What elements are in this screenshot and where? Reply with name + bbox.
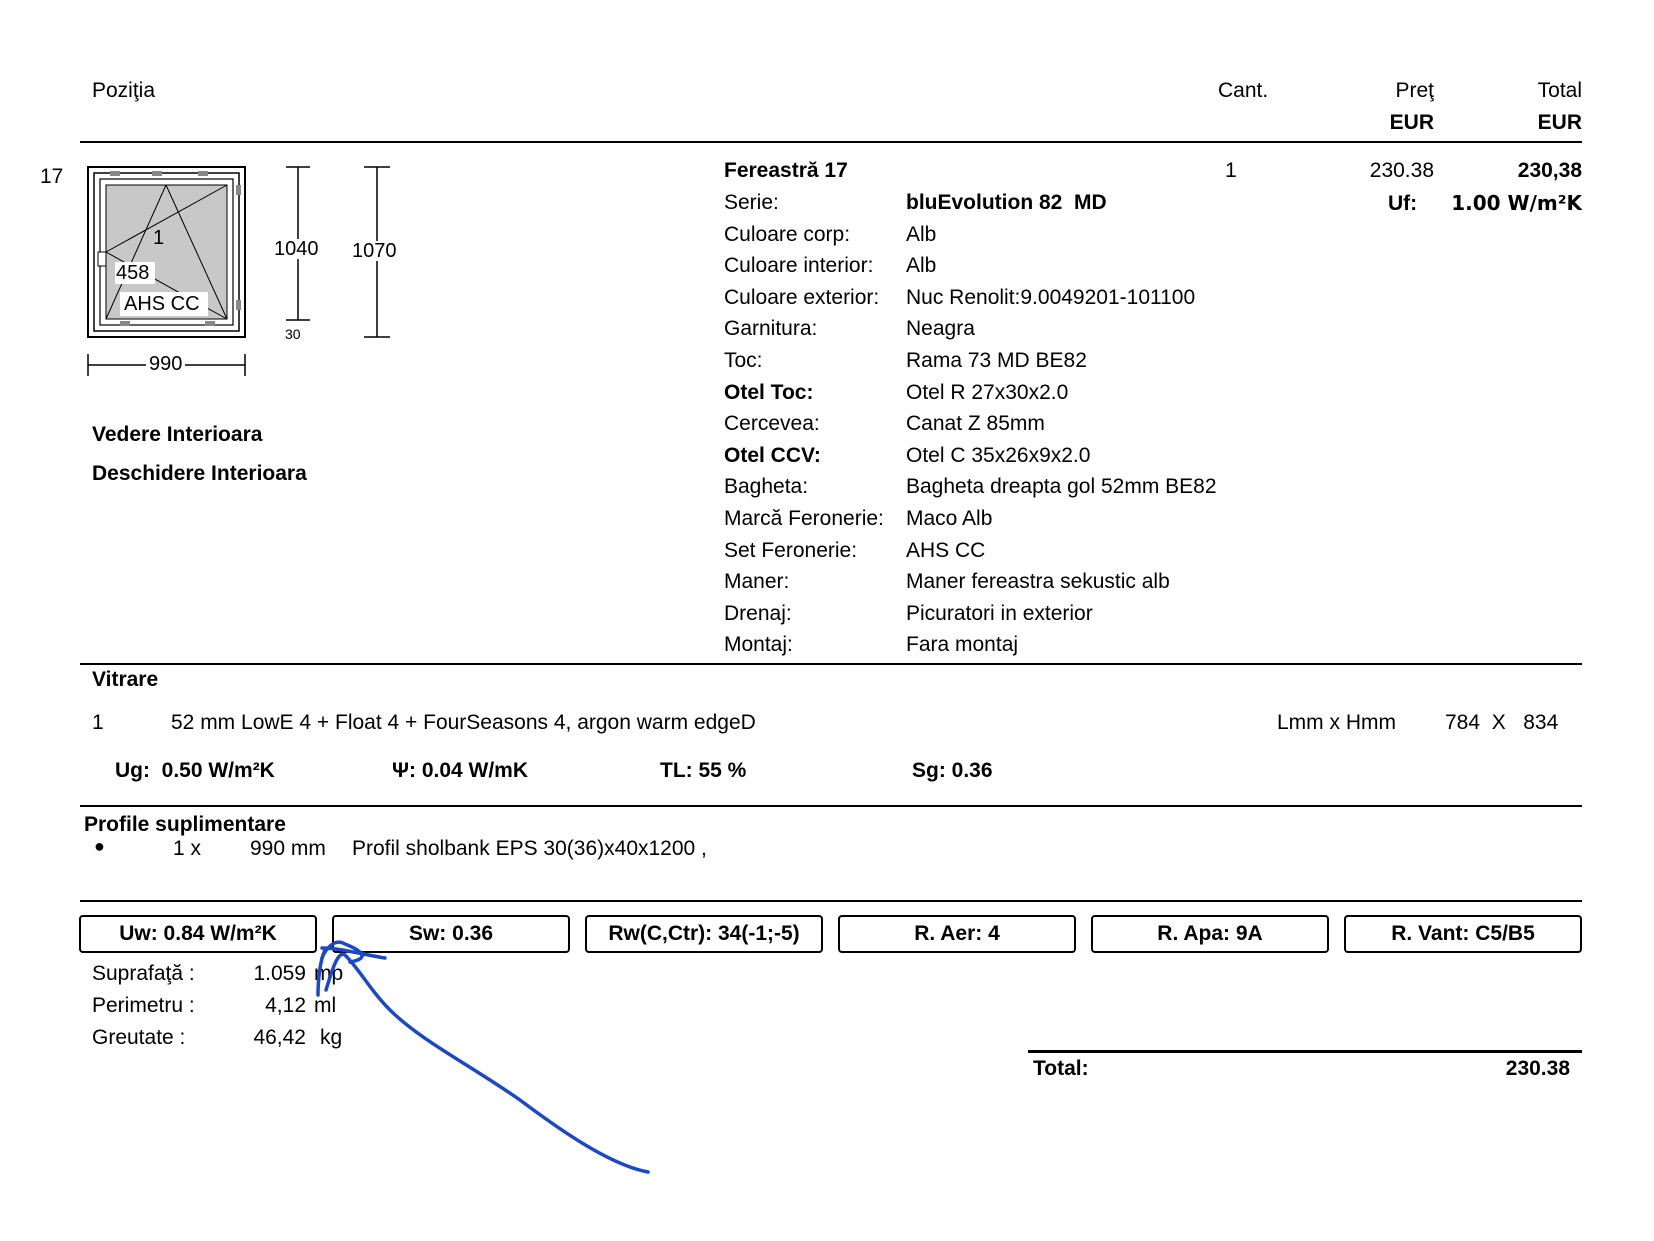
summary-perimeter-value: 4,12 [265, 994, 306, 1017]
vitrare-ug: Ug: 0.50 W/m²K [115, 759, 275, 782]
spec-label: Maner: [724, 570, 790, 594]
spec-label: Drenaj: [724, 601, 792, 625]
spec-label: Culoare corp: [724, 222, 851, 246]
dim-sill: 30 [285, 326, 301, 342]
hardware-label: AHS CC [124, 293, 200, 315]
header-total: Total [1537, 79, 1582, 102]
spec-label: Montaj: [724, 633, 793, 657]
spec-value: Bagheta dreapta gol 52mm BE82 [906, 475, 1217, 499]
spec-label: Culoare interior: [724, 254, 874, 278]
summary-perimeter-unit: ml [314, 994, 337, 1017]
item-total: 230,38 [1517, 159, 1582, 182]
spec-label: Culoare exterior: [724, 285, 880, 309]
profile-length: 990 mm [250, 837, 326, 860]
spec-label: Otel Toc: [724, 380, 814, 404]
handle-height-label: 458 [116, 262, 150, 284]
spec-label: Bagheta: [724, 475, 809, 499]
profile-bullet: ● [94, 836, 105, 856]
spec-value: Otel R 27x30x2.0 [906, 380, 1069, 404]
item-price: 230.38 [1369, 159, 1434, 182]
summary-weight-value: 46,42 [253, 1026, 306, 1049]
item-number: 17 [40, 165, 64, 188]
rating-apa-box: R. Apa: 9A [1091, 915, 1329, 953]
opening-label: Deschidere Interioara [92, 462, 307, 485]
spec-value: Alb [906, 254, 937, 278]
vitrare-tl: TL: 55 % [660, 759, 747, 782]
spec-value: Picuratori in exterior [906, 601, 1093, 625]
vitrare-title: Vitrare [92, 668, 159, 691]
uf-value: 1.00 W/m²K [1451, 191, 1582, 215]
summary-area-label: Suprafaţă : [92, 962, 195, 985]
spec-label: Marcă Feronerie: [724, 507, 884, 530]
vitrare-dim-label: Lmm x Hmm [1277, 711, 1396, 734]
item-title: Fereastră 17 [724, 159, 848, 182]
dim-width: 990 [146, 354, 185, 374]
vitrare-sg: Sg: 0.36 [912, 759, 993, 782]
sash-number: 1 [153, 227, 165, 249]
profile-qty: 1 x [173, 837, 202, 860]
header-pozitia: Poziţia [92, 79, 156, 102]
dim-outer-height: 1070 [352, 240, 397, 262]
item-qty: 1 [1225, 159, 1237, 182]
header-pret: Preţ [1395, 79, 1434, 102]
header-cant: Cant. [1218, 79, 1269, 102]
profile-title: Profile suplimentare [84, 813, 286, 836]
uf-label: Uf: [1388, 192, 1418, 215]
dim-inner-height: 1040 [274, 238, 319, 260]
spec-value: Alb [906, 222, 937, 246]
spec-value: Fara montaj [906, 633, 1019, 657]
spec-label: Garnitura: [724, 317, 818, 341]
spec-value: Maco Alb [906, 507, 993, 530]
spec-label: Toc: [724, 349, 763, 372]
rating-sw-box: Sw: 0.36 [332, 915, 570, 953]
vitrare-description: 52 mm LowE 4 + Float 4 + FourSeasons 4, argon warm edgeD [171, 711, 756, 734]
total-label: Total: [1033, 1057, 1089, 1080]
profile-name: Profil sholbank EPS 30(36)x40x1200 , [352, 837, 707, 860]
spec-label: Set Feronerie: [724, 538, 858, 562]
spec-label: Cercevea: [724, 412, 820, 436]
summary-area-value: 1.059 [253, 962, 306, 985]
rating-vant-box: R. Vant: C5/B5 [1344, 915, 1582, 953]
spec-value: AHS CC [906, 538, 986, 562]
summary-perimeter-label: Perimetru : [92, 994, 195, 1017]
vitrare-psi: Ψ: 0.04 W/mK [392, 759, 529, 782]
summary-area-unit: mp [314, 962, 344, 985]
spec-value: Otel C 35x26x9x2.0 [906, 443, 1091, 467]
spec-label: Otel CCV: [724, 443, 821, 467]
spec-label: Serie: [724, 191, 779, 214]
spec-value: bluEvolution 82 MD [906, 191, 1107, 214]
vitrare-index: 1 [92, 711, 104, 734]
spec-value: Maner fereastra sekustic alb [906, 570, 1170, 594]
spec-value: Nuc Renolit:9.0049201-101100 [906, 285, 1196, 309]
summary-weight-unit: kg [320, 1026, 343, 1049]
spec-value: Neagra [906, 317, 975, 341]
view-label: Vedere Interioara [92, 423, 263, 446]
rating-rw-box: Rw(C,Ctr): 34(-1;-5) [585, 915, 823, 953]
header-pret-unit: EUR [1389, 111, 1434, 134]
vitrare-dims: 784 X 834 [1445, 711, 1559, 734]
spec-value: Rama 73 MD BE82 [906, 349, 1087, 372]
summary-weight-label: Greutate : [92, 1026, 186, 1049]
rating-uw-box: Uw: 0.84 W/m²K [79, 915, 317, 953]
header-total-unit: EUR [1537, 111, 1582, 134]
spec-value: Canat Z 85mm [906, 412, 1045, 436]
total-value: 230.38 [1505, 1057, 1570, 1080]
rating-aer-box: R. Aer: 4 [838, 915, 1076, 953]
